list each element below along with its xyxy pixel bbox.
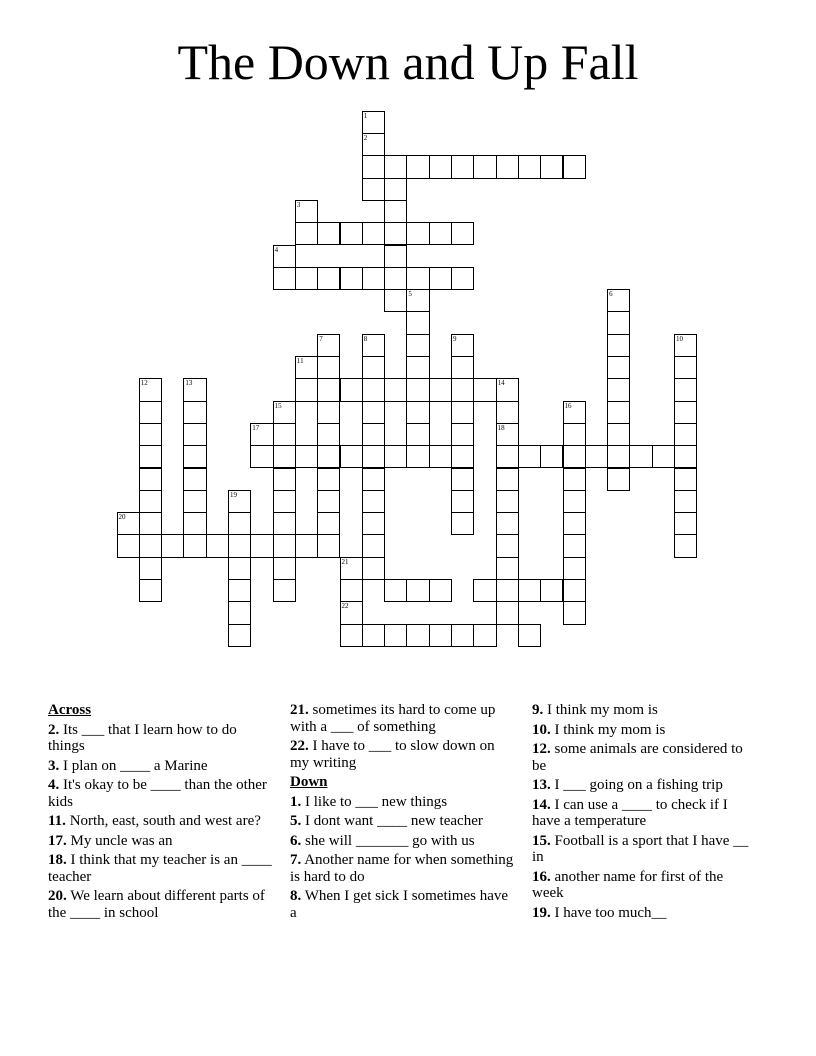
grid-cell[interactable] bbox=[607, 445, 630, 468]
grid-cell[interactable] bbox=[429, 378, 452, 401]
grid-cell[interactable] bbox=[183, 534, 206, 557]
grid-cell[interactable] bbox=[362, 178, 385, 201]
grid-cell[interactable] bbox=[607, 289, 630, 312]
grid-cell[interactable] bbox=[362, 423, 385, 446]
grid-cell[interactable] bbox=[183, 445, 206, 468]
grid-cell[interactable] bbox=[652, 445, 675, 468]
grid-cell[interactable] bbox=[496, 378, 519, 401]
grid-cell[interactable] bbox=[295, 445, 318, 468]
grid-cell[interactable] bbox=[273, 490, 296, 513]
grid-cell[interactable] bbox=[362, 334, 385, 357]
grid-cell[interactable] bbox=[518, 155, 541, 178]
clue-number: 20 bbox=[118, 513, 126, 522]
grid-cell[interactable] bbox=[406, 401, 429, 424]
clue-number: 16 bbox=[564, 401, 572, 410]
grid-cell[interactable] bbox=[250, 423, 273, 446]
grid-cell[interactable] bbox=[273, 534, 296, 557]
grid-cell[interactable] bbox=[139, 512, 162, 535]
clue-number: 18 bbox=[497, 423, 505, 432]
grid-cell[interactable] bbox=[496, 534, 519, 557]
grid-cell[interactable] bbox=[317, 534, 340, 557]
across-clue: 3. I plan on ____ a Marine bbox=[48, 757, 208, 774]
grid-cell[interactable] bbox=[206, 534, 229, 557]
grid-cell[interactable] bbox=[295, 267, 318, 290]
grid-cell[interactable] bbox=[406, 222, 429, 245]
grid-cell[interactable] bbox=[406, 445, 429, 468]
grid-cell[interactable] bbox=[362, 534, 385, 557]
grid-cell[interactable] bbox=[451, 401, 474, 424]
down-clue: 9. I think my mom is bbox=[532, 702, 658, 718]
grid-cell[interactable] bbox=[563, 557, 586, 580]
grid-cell[interactable] bbox=[362, 267, 385, 290]
grid-cell[interactable] bbox=[406, 289, 429, 312]
grid-cell[interactable] bbox=[250, 534, 273, 557]
grid-cell[interactable] bbox=[540, 445, 563, 468]
grid-cell[interactable] bbox=[273, 512, 296, 535]
grid-cell[interactable] bbox=[384, 155, 407, 178]
grid-cell[interactable] bbox=[183, 423, 206, 446]
grid-cell[interactable] bbox=[317, 423, 340, 446]
clue-number: 4 bbox=[274, 245, 279, 254]
grid-cell[interactable] bbox=[429, 445, 452, 468]
grid-cell[interactable] bbox=[406, 334, 429, 357]
grid-cell[interactable] bbox=[563, 445, 586, 468]
grid-cell[interactable] bbox=[384, 245, 407, 268]
grid-cell[interactable] bbox=[451, 423, 474, 446]
clue-number: 19 bbox=[230, 490, 237, 499]
grid-cell[interactable] bbox=[429, 155, 452, 178]
grid-cell[interactable] bbox=[451, 468, 474, 491]
down-clue: 14. I can use a ____ to check if I have a temperature bbox=[532, 796, 728, 829]
clue-number: 17 bbox=[252, 423, 260, 432]
grid-cell[interactable] bbox=[607, 468, 630, 491]
grid-cell[interactable] bbox=[496, 557, 519, 580]
grid-cell[interactable] bbox=[384, 178, 407, 201]
grid-cell[interactable] bbox=[674, 423, 697, 446]
grid-cell[interactable] bbox=[451, 222, 474, 245]
grid-cell[interactable] bbox=[563, 579, 586, 602]
grid-cell[interactable] bbox=[496, 155, 519, 178]
grid-cell[interactable] bbox=[228, 534, 251, 557]
grid-cell[interactable] bbox=[563, 534, 586, 557]
grid-cell[interactable] bbox=[384, 579, 407, 602]
grid-cell[interactable] bbox=[228, 557, 251, 580]
grid-cell[interactable] bbox=[362, 401, 385, 424]
grid-cell[interactable] bbox=[183, 468, 206, 491]
grid-cell[interactable] bbox=[451, 155, 474, 178]
grid-cell[interactable] bbox=[585, 445, 608, 468]
grid-cell[interactable] bbox=[295, 356, 318, 379]
grid-cell[interactable] bbox=[295, 222, 318, 245]
grid-cell[interactable] bbox=[228, 512, 251, 535]
grid-cell[interactable] bbox=[340, 624, 363, 647]
grid-cell[interactable] bbox=[629, 445, 652, 468]
down-clue: 7. Another name for when something is hard to do bbox=[290, 852, 514, 885]
grid-cell[interactable] bbox=[496, 512, 519, 535]
grid-cell[interactable] bbox=[161, 534, 184, 557]
across-clue: 4. It's okay to be ____ than the other kids bbox=[48, 777, 267, 810]
grid-cell[interactable] bbox=[273, 557, 296, 580]
down-clue: 16. another name for first of the week bbox=[532, 868, 724, 901]
clue-number: 7 bbox=[319, 334, 323, 343]
clue-number: 12 bbox=[140, 379, 148, 388]
grid-cell[interactable] bbox=[139, 423, 162, 446]
grid-cell[interactable] bbox=[317, 445, 340, 468]
grid-cell[interactable] bbox=[139, 468, 162, 491]
grid-cell[interactable] bbox=[384, 378, 407, 401]
grid-cell[interactable] bbox=[473, 378, 496, 401]
grid-cell[interactable] bbox=[295, 534, 318, 557]
grid-cell[interactable] bbox=[563, 512, 586, 535]
across-clue: 17. My uncle was an bbox=[48, 832, 173, 849]
grid-cell[interactable] bbox=[429, 267, 452, 290]
grid-cell[interactable] bbox=[406, 356, 429, 379]
grid-cell[interactable] bbox=[674, 334, 697, 357]
grid-cell[interactable] bbox=[317, 356, 340, 379]
grid-cell[interactable] bbox=[183, 401, 206, 424]
clue-number: 22 bbox=[341, 602, 349, 611]
clues-column-3 bbox=[532, 702, 756, 924]
grid-cell[interactable] bbox=[340, 445, 363, 468]
grid-cell[interactable] bbox=[273, 423, 296, 446]
grid-cell[interactable] bbox=[674, 468, 697, 491]
grid-cell[interactable] bbox=[317, 512, 340, 535]
grid-cell[interactable] bbox=[451, 267, 474, 290]
grid-cell[interactable] bbox=[496, 468, 519, 491]
grid-cell[interactable] bbox=[317, 490, 340, 513]
down-clue: 6. she will _______ go with us bbox=[290, 832, 475, 849]
grid-cell[interactable] bbox=[340, 267, 363, 290]
down-heading: Down bbox=[290, 774, 328, 790]
grid-cell[interactable] bbox=[384, 267, 407, 290]
grid-cell[interactable] bbox=[273, 245, 296, 268]
grid-cell[interactable] bbox=[362, 512, 385, 535]
grid-cell[interactable] bbox=[362, 222, 385, 245]
grid-cell[interactable] bbox=[607, 378, 630, 401]
grid-cell[interactable] bbox=[496, 579, 519, 602]
grid-cell[interactable] bbox=[117, 512, 140, 535]
grid-cell[interactable] bbox=[563, 490, 586, 513]
across-clue: 2. Its ___ that I learn how to do things bbox=[48, 721, 237, 754]
grid-cell[interactable] bbox=[317, 267, 340, 290]
grid-cell[interactable] bbox=[183, 490, 206, 513]
grid-cell[interactable] bbox=[340, 579, 363, 602]
grid-cell[interactable] bbox=[607, 401, 630, 424]
grid-cell[interactable] bbox=[317, 401, 340, 424]
grid-cell[interactable] bbox=[183, 378, 206, 401]
clue-number: 21 bbox=[341, 557, 349, 566]
grid-cell[interactable] bbox=[540, 155, 563, 178]
clue-number: 5 bbox=[408, 290, 412, 299]
grid-cell[interactable] bbox=[563, 601, 586, 624]
grid-cell[interactable] bbox=[607, 423, 630, 446]
clue-number: 1 bbox=[363, 111, 368, 120]
grid-cell[interactable] bbox=[406, 423, 429, 446]
grid-cell[interactable] bbox=[496, 445, 519, 468]
down-clue: 1. I like to ___ new things bbox=[290, 793, 448, 810]
grid-cell[interactable] bbox=[139, 534, 162, 557]
grid-cell[interactable] bbox=[563, 155, 586, 178]
grid-cell[interactable] bbox=[139, 490, 162, 513]
grid-cell[interactable] bbox=[384, 289, 407, 312]
grid-cell[interactable] bbox=[406, 155, 429, 178]
grid-cell[interactable] bbox=[228, 601, 251, 624]
grid-cell[interactable] bbox=[429, 579, 452, 602]
grid-cell[interactable] bbox=[139, 445, 162, 468]
grid-cell[interactable] bbox=[228, 490, 251, 513]
grid-cell[interactable] bbox=[406, 311, 429, 334]
grid-cell[interactable] bbox=[451, 334, 474, 357]
grid-cell[interactable] bbox=[384, 222, 407, 245]
grid-cell[interactable] bbox=[384, 624, 407, 647]
grid-cell[interactable] bbox=[273, 579, 296, 602]
grid-cell[interactable] bbox=[362, 445, 385, 468]
grid-cell[interactable] bbox=[451, 490, 474, 513]
grid-cell[interactable] bbox=[340, 378, 363, 401]
down-clue: 8. When I get sick I sometimes have a bbox=[290, 888, 509, 921]
grid-cell[interactable] bbox=[674, 356, 697, 379]
clue-number: 6 bbox=[609, 290, 613, 299]
grid-cell[interactable] bbox=[451, 512, 474, 535]
grid-cell[interactable] bbox=[451, 356, 474, 379]
grid-cell[interactable] bbox=[139, 557, 162, 580]
grid-cell[interactable] bbox=[674, 490, 697, 513]
grid-cell[interactable] bbox=[451, 624, 474, 647]
across-clue: 11. North, east, south and west are? bbox=[48, 813, 261, 829]
grid-cell[interactable] bbox=[607, 311, 630, 334]
grid-cell[interactable] bbox=[317, 378, 340, 401]
grid-cell[interactable] bbox=[518, 445, 541, 468]
across-clue: 20. We learn about different parts of the ____ in school bbox=[48, 888, 265, 921]
clue-number: 3 bbox=[296, 200, 301, 209]
grid-cell[interactable] bbox=[473, 579, 496, 602]
across-clue: 22. I have to ___ to slow down on my writing bbox=[290, 738, 495, 771]
clue-number: 9 bbox=[453, 334, 457, 343]
grid-cell[interactable] bbox=[496, 423, 519, 446]
grid-cell[interactable] bbox=[674, 401, 697, 424]
down-clue: 13. I ___ going on a fishing trip bbox=[532, 777, 723, 793]
grid-cell[interactable] bbox=[674, 512, 697, 535]
grid-cell[interactable] bbox=[317, 334, 340, 357]
clue-number: 14 bbox=[497, 379, 505, 388]
grid-cell[interactable] bbox=[362, 111, 385, 134]
grid-cell[interactable] bbox=[228, 624, 251, 647]
grid-cell[interactable] bbox=[295, 200, 318, 223]
clue-number: 2 bbox=[363, 134, 368, 142]
down-clue: 12. some animals are considered to be bbox=[532, 741, 743, 774]
grid-cell[interactable] bbox=[362, 356, 385, 379]
grid-cell[interactable] bbox=[384, 200, 407, 223]
grid-cell[interactable] bbox=[250, 445, 273, 468]
grid-cell[interactable] bbox=[340, 601, 363, 624]
grid-cell[interactable] bbox=[496, 601, 519, 624]
grid-cell[interactable] bbox=[451, 378, 474, 401]
grid-cell[interactable] bbox=[406, 579, 429, 602]
grid-cell[interactable] bbox=[607, 334, 630, 357]
grid-cell[interactable] bbox=[362, 624, 385, 647]
grid-cell[interactable] bbox=[362, 133, 385, 156]
clue-number: 10 bbox=[676, 334, 683, 343]
grid-cell[interactable] bbox=[362, 155, 385, 178]
grid-cell[interactable] bbox=[273, 401, 296, 424]
grid-cell[interactable] bbox=[406, 624, 429, 647]
grid-cell[interactable] bbox=[518, 579, 541, 602]
down-clue: 19. I have too much__ bbox=[532, 904, 667, 921]
down-clue: 10. I think my mom is bbox=[532, 721, 666, 738]
grid-cell[interactable] bbox=[563, 423, 586, 446]
grid-cell[interactable] bbox=[384, 445, 407, 468]
grid-cell[interactable] bbox=[273, 267, 296, 290]
grid-cell[interactable] bbox=[473, 624, 496, 647]
grid-cell[interactable] bbox=[540, 579, 563, 602]
clue-number: 13 bbox=[185, 379, 193, 388]
grid-cell[interactable] bbox=[273, 468, 296, 491]
grid-cell[interactable] bbox=[429, 624, 452, 647]
grid-cell[interactable] bbox=[429, 222, 452, 245]
grid-cell[interactable] bbox=[139, 401, 162, 424]
grid-cell[interactable] bbox=[295, 378, 318, 401]
grid-cell[interactable] bbox=[518, 624, 541, 647]
down-clue: 15. Football is a sport that I have __ in bbox=[532, 832, 749, 865]
page-title: The Down and Up Fall bbox=[177, 34, 639, 90]
grid-cell[interactable] bbox=[674, 534, 697, 557]
grid-cell[interactable] bbox=[139, 378, 162, 401]
grid-cell[interactable] bbox=[273, 445, 296, 468]
grid-cell[interactable] bbox=[317, 222, 340, 245]
grid-cell[interactable] bbox=[183, 512, 206, 535]
grid-cell[interactable] bbox=[607, 356, 630, 379]
grid-cell[interactable] bbox=[340, 557, 363, 580]
grid-cell[interactable] bbox=[117, 534, 140, 557]
grid-cell[interactable] bbox=[362, 557, 385, 580]
grid-cell[interactable] bbox=[563, 468, 586, 491]
grid-cell[interactable] bbox=[674, 445, 697, 468]
clues-column-1 bbox=[48, 702, 272, 924]
down-clue: 5. I dont want ____ new teacher bbox=[290, 813, 483, 829]
clue-number: 8 bbox=[363, 334, 368, 343]
grid-cell[interactable] bbox=[563, 401, 586, 424]
grid-cell[interactable] bbox=[340, 222, 363, 245]
clue-number: 11 bbox=[296, 357, 304, 365]
clues-column-2 bbox=[290, 702, 514, 924]
across-clue: 21. sometimes its hard to come up with a ___ of something bbox=[290, 702, 496, 735]
grid-cell[interactable] bbox=[139, 579, 162, 602]
grid-cell[interactable] bbox=[317, 468, 340, 491]
grid-cell[interactable] bbox=[362, 490, 385, 513]
clue-number: 15 bbox=[274, 401, 282, 410]
grid-cell[interactable] bbox=[473, 155, 496, 178]
grid-cell[interactable] bbox=[496, 490, 519, 513]
grid-cell[interactable] bbox=[228, 579, 251, 602]
grid-cell[interactable] bbox=[496, 401, 519, 424]
across-clue: 18. I think that my teacher is an ____ teacher bbox=[48, 852, 272, 885]
grid-cell[interactable] bbox=[451, 445, 474, 468]
across-heading: Across bbox=[48, 702, 92, 718]
grid-cell[interactable] bbox=[406, 378, 429, 401]
grid-cell[interactable] bbox=[674, 378, 697, 401]
grid-cell[interactable] bbox=[362, 468, 385, 491]
grid-cell[interactable] bbox=[362, 378, 385, 401]
grid-cell[interactable] bbox=[406, 267, 429, 290]
